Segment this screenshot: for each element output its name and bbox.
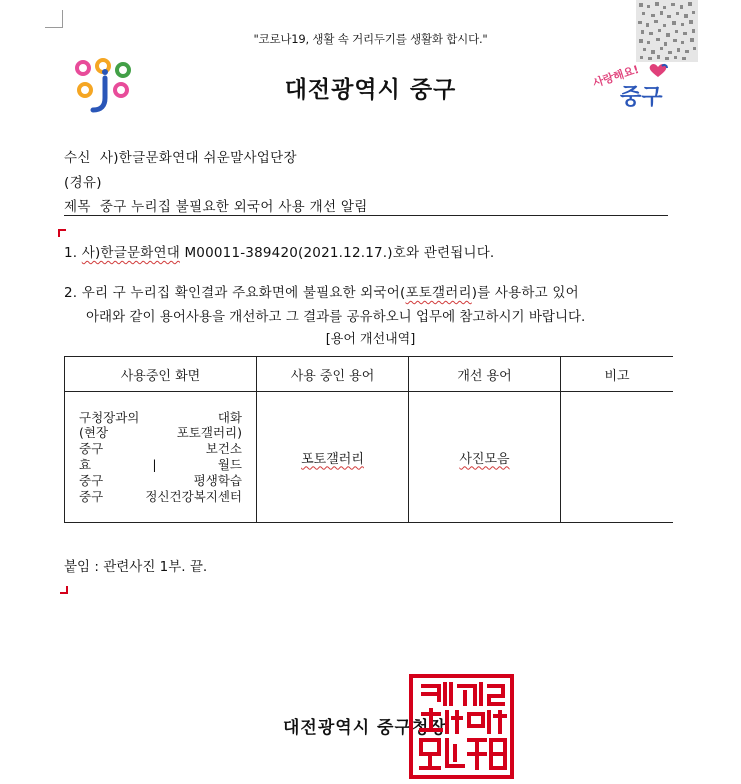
organization-title: 대전광역시 중구 [284, 77, 457, 103]
subject-value: 중구 누리집 불필요한 외국어 사용 개선 알림 [99, 199, 368, 215]
p2-term: 포토갤러리 [405, 285, 472, 301]
recipient-line [64, 146, 297, 166]
paragraph-2-line-2: 아래와 같이 용어사용을 개선하고 그 결과를 공유하오니 업무에 참고하시기 바랍니다. [86, 309, 586, 325]
qr-code-icon [636, 0, 698, 62]
p1-number: 1. [64, 245, 78, 261]
subject-label: 제목 [64, 199, 91, 215]
signature-line: 대전광역시 중구청장 [283, 718, 447, 738]
paragraph-2-line-1 [64, 281, 579, 301]
text-end-mark [60, 586, 68, 594]
screen-list-cell [65, 392, 257, 523]
header-screen: 사용중인 화면 [65, 357, 257, 392]
official-seal-icon [409, 674, 514, 779]
table-header-row [65, 357, 674, 392]
current-term-cell [257, 392, 409, 523]
table-caption: [용어 개선내역] [325, 332, 416, 347]
screen-item: 구청장과의 대화 [79, 409, 242, 425]
screen-item: (현장 포토갤러리) [79, 425, 242, 441]
note-cell [561, 392, 674, 523]
slogan: "코로나19, 생활 속 거리두기를 생활화 합시다." [253, 32, 488, 46]
screen-item: 중구 정신건강복지센터 [79, 488, 242, 504]
header-divider [64, 215, 668, 216]
heart-icon [648, 62, 668, 78]
paragraph-1 [64, 241, 494, 261]
screen-item: 중구 보건소 [79, 441, 242, 457]
p2-number: 2. [64, 285, 78, 301]
header-current-term: 사용 중인 용어 [257, 357, 409, 392]
subject-line [64, 195, 368, 215]
via-line: (경유) [64, 175, 102, 191]
p1-reference: M00011-389420(2021.12.17.)호와 관련됩니다. [184, 245, 495, 261]
text-boundary-mark [58, 229, 66, 237]
table-row [65, 392, 674, 523]
recipient-label: 수신 [64, 150, 91, 166]
brand-name: 중구 [620, 85, 663, 110]
current-term: 포토갤러리 [301, 451, 364, 467]
recipient-value: 사)한글문화연대 쉬운말사업단장 [99, 150, 297, 166]
header-improved-term: 개선 용어 [409, 357, 561, 392]
header-note: 비고 [561, 357, 674, 392]
improved-term-cell [409, 392, 561, 523]
junggu-brand-logo [592, 60, 672, 112]
p2-text-b: )를 사용하고 있어 [471, 285, 579, 301]
screen-item: 효 | 월드 [79, 457, 242, 472]
attachment-line: 붙임 : 관련사진 1부. 끝. [64, 559, 208, 575]
p2-text-a: 우리 구 누리집 확인결과 주요화면에 불필요한 외국어( [81, 285, 406, 301]
term-improvement-table [64, 356, 673, 523]
p1-organization: 사)한글문화연대 [81, 245, 180, 261]
brand-slogan: 사랑해요! [591, 62, 641, 91]
page-corner-mark [45, 10, 63, 28]
improved-term: 사진모음 [459, 451, 510, 467]
screen-item: 중구 평생학습 [79, 472, 242, 488]
